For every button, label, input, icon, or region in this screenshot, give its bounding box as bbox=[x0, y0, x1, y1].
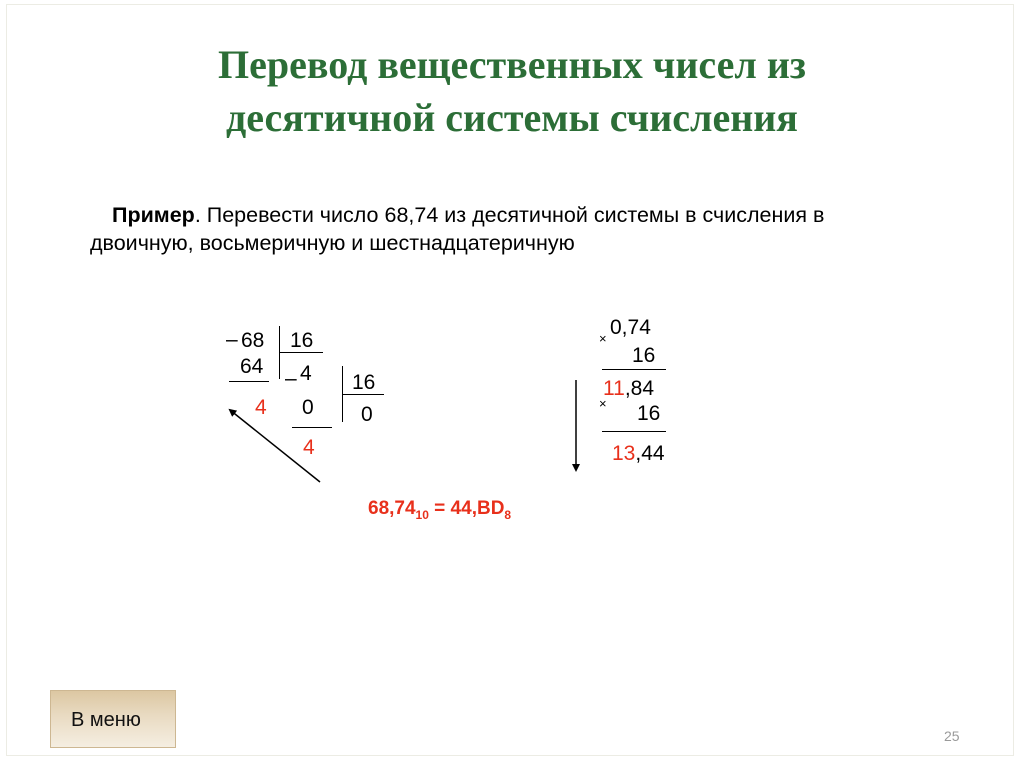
quotient-1: 4 bbox=[300, 362, 312, 385]
fraction: 0,74 bbox=[610, 316, 651, 339]
page-number: 25 bbox=[944, 728, 960, 744]
result-equation bbox=[368, 498, 511, 522]
example-sentence: . Перевести число 68,74 из десятичной системы в счисления в bbox=[194, 203, 825, 227]
example-label: Пример bbox=[112, 203, 195, 227]
quotient-2: 0 bbox=[361, 403, 373, 426]
remainder-2: 4 bbox=[303, 436, 315, 459]
menu-button-label: В меню bbox=[71, 709, 141, 731]
title-line-1: Перевод вещественных чисел из bbox=[218, 42, 806, 87]
divisor-1: 16 bbox=[290, 329, 314, 352]
dividend: 68 bbox=[241, 329, 265, 352]
result-rhs-base: 8 bbox=[504, 508, 512, 522]
remainder-1: 4 bbox=[255, 396, 267, 419]
multiplier-1: 16 bbox=[632, 344, 656, 367]
remainder-read-arrow-icon bbox=[230, 410, 320, 482]
example-line-2: двоичную, восьмеричную и шестнадцатеричную bbox=[90, 231, 575, 255]
times-sign-2: × bbox=[599, 396, 607, 411]
title-line-2: десятичной системы счисления bbox=[226, 95, 798, 140]
subtrahend-1: 64 bbox=[240, 355, 264, 378]
minus-sign-1: – bbox=[226, 328, 238, 351]
menu-button[interactable] bbox=[50, 690, 176, 748]
integer-part-1: 11 bbox=[603, 377, 625, 400]
minus-sign-2: – bbox=[285, 367, 297, 390]
fraction-part-1: ,84 bbox=[624, 377, 655, 400]
multiplier-2: 16 bbox=[637, 402, 661, 425]
integer-part-2: 13 bbox=[612, 442, 636, 465]
fraction-part-2: ,44 bbox=[635, 442, 665, 465]
result-lhs-base: 10 bbox=[415, 508, 429, 522]
result-rhs: = 44,BD bbox=[428, 498, 505, 519]
times-sign-1: × bbox=[599, 331, 607, 346]
result-lhs: 68,74 bbox=[368, 498, 416, 519]
subtrahend-2: 0 bbox=[302, 396, 314, 419]
divisor-2: 16 bbox=[352, 371, 376, 394]
